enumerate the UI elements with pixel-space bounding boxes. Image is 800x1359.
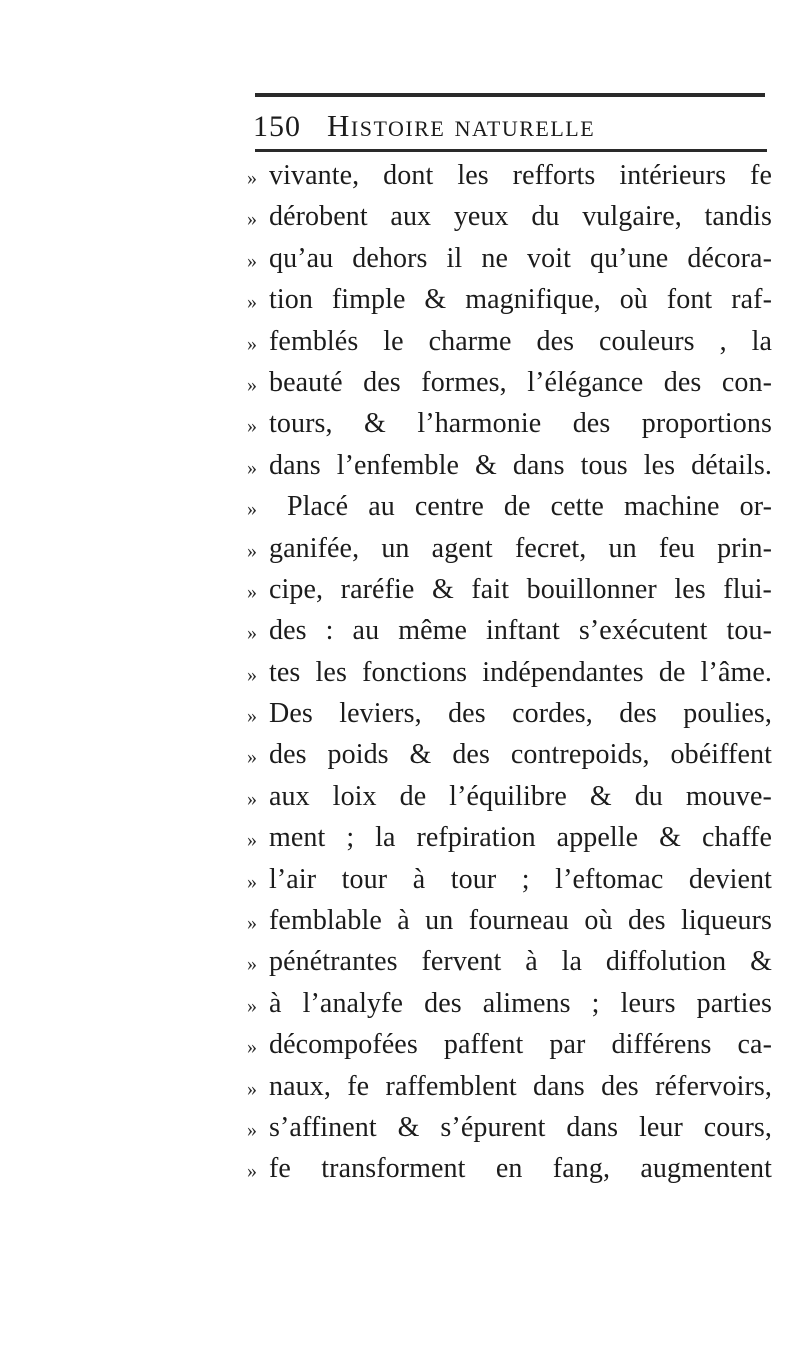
- quote-mark: »: [247, 332, 257, 355]
- quote-mark: »: [247, 415, 257, 438]
- quote-mark: »: [247, 208, 257, 231]
- quote-mark: »: [247, 291, 257, 314]
- quote-mark: »: [247, 498, 257, 521]
- quote-mark: »: [247, 787, 257, 810]
- text-line: [247, 1071, 772, 1112]
- line-text: l’air tour à tour ; l’eftomac devient: [269, 863, 772, 895]
- quote-mark: »: [247, 622, 257, 645]
- text-line: [247, 657, 772, 698]
- quote-mark: »: [247, 912, 257, 935]
- page-header: [253, 108, 773, 148]
- line-text: décompofées paffent par différens ca-: [269, 1029, 772, 1061]
- line-text: à l’analyfe des alimens ; leurs parties: [269, 987, 772, 1019]
- line-text: tes les fonctions indépendantes de l’âme.: [269, 656, 772, 688]
- quote-mark: »: [247, 953, 257, 976]
- quote-mark: »: [247, 456, 257, 479]
- quote-mark: »: [247, 1077, 257, 1100]
- text-line: [247, 739, 772, 780]
- line-text: des poids & des contrepoids, obéiffent: [269, 739, 772, 771]
- text-line: [247, 243, 772, 284]
- line-text: tion fimple & magnifique, où font raf-: [269, 284, 772, 316]
- quote-mark: »: [247, 373, 257, 396]
- text-line: [247, 450, 772, 491]
- running-title: Histoire naturelle: [327, 108, 596, 143]
- quote-mark: »: [247, 1036, 257, 1059]
- line-text: ment ; la refpiration appelle & chaffe: [269, 822, 772, 854]
- line-text: dans l’enfemble & dans tous les détails.: [269, 449, 772, 481]
- header-rule: [255, 149, 767, 152]
- line-text: vivante, dont les refforts intérieurs fe: [269, 160, 772, 191]
- line-text: Des leviers, des cordes, des poulies,: [269, 698, 772, 730]
- quote-mark: »: [247, 870, 257, 893]
- line-text: beauté des formes, l’élégance des con-: [269, 366, 772, 398]
- line-text: tours, & l’harmonie des proportions: [269, 408, 772, 440]
- line-text: s’affinent & s’épurent dans leur cours,: [269, 1111, 772, 1143]
- quote-mark: »: [247, 167, 257, 189]
- text-line: [247, 1112, 772, 1153]
- text-line: [247, 326, 772, 367]
- body-text: [247, 160, 772, 1195]
- line-text: naux, fe raffemblent dans des réfervoirs,: [269, 1070, 772, 1102]
- quote-mark: »: [247, 663, 257, 686]
- text-line: [247, 864, 772, 905]
- line-text: Placé au centre de cette machine or-: [287, 491, 772, 523]
- line-text: qu’au dehors il ne voit qu’une décora-: [269, 242, 772, 274]
- line-text: aux loix de l’équilibre & du mouve-: [269, 780, 772, 812]
- quote-mark: »: [247, 1118, 257, 1141]
- text-line: [247, 1029, 772, 1070]
- text-line: [247, 698, 772, 739]
- line-text: pénétrantes fervent à la diffolution &: [269, 946, 772, 978]
- text-line: [247, 160, 772, 201]
- page-number: 150: [253, 110, 301, 143]
- line-text: femblable à un fourneau où des liqueurs: [269, 905, 772, 937]
- line-text: fe transforment en fang, augmentent: [269, 1153, 772, 1185]
- quote-mark: »: [247, 1160, 257, 1183]
- quote-mark: »: [247, 705, 257, 728]
- top-rule: [255, 93, 765, 97]
- text-line: [247, 946, 772, 987]
- line-text: femblés le charme des couleurs , la: [269, 325, 772, 357]
- quote-mark: »: [247, 539, 257, 562]
- text-line: [247, 781, 772, 822]
- text-line: [247, 574, 772, 615]
- quote-mark: »: [247, 746, 257, 769]
- text-line: [247, 201, 772, 242]
- text-line: [247, 408, 772, 449]
- line-text: des : au même inftant s’exécutent tou-: [269, 615, 772, 647]
- text-line: [247, 1153, 772, 1194]
- text-line: [247, 284, 772, 325]
- quote-mark: »: [247, 580, 257, 603]
- quote-mark: »: [247, 249, 257, 272]
- line-text: ganifée, un agent fecret, un feu prin-: [269, 532, 772, 564]
- quote-mark: »: [247, 994, 257, 1017]
- text-line: [247, 905, 772, 946]
- text-line: [247, 988, 772, 1029]
- line-text: cipe, raréfie & fait bouillonner les flui-: [269, 573, 772, 605]
- line-text: dérobent aux yeux du vulgaire, tandis: [269, 201, 772, 233]
- text-line: [247, 615, 772, 656]
- quote-mark: »: [247, 829, 257, 852]
- text-line: [247, 491, 772, 532]
- text-line: [247, 822, 772, 863]
- text-line: [247, 367, 772, 408]
- text-line: [247, 533, 772, 574]
